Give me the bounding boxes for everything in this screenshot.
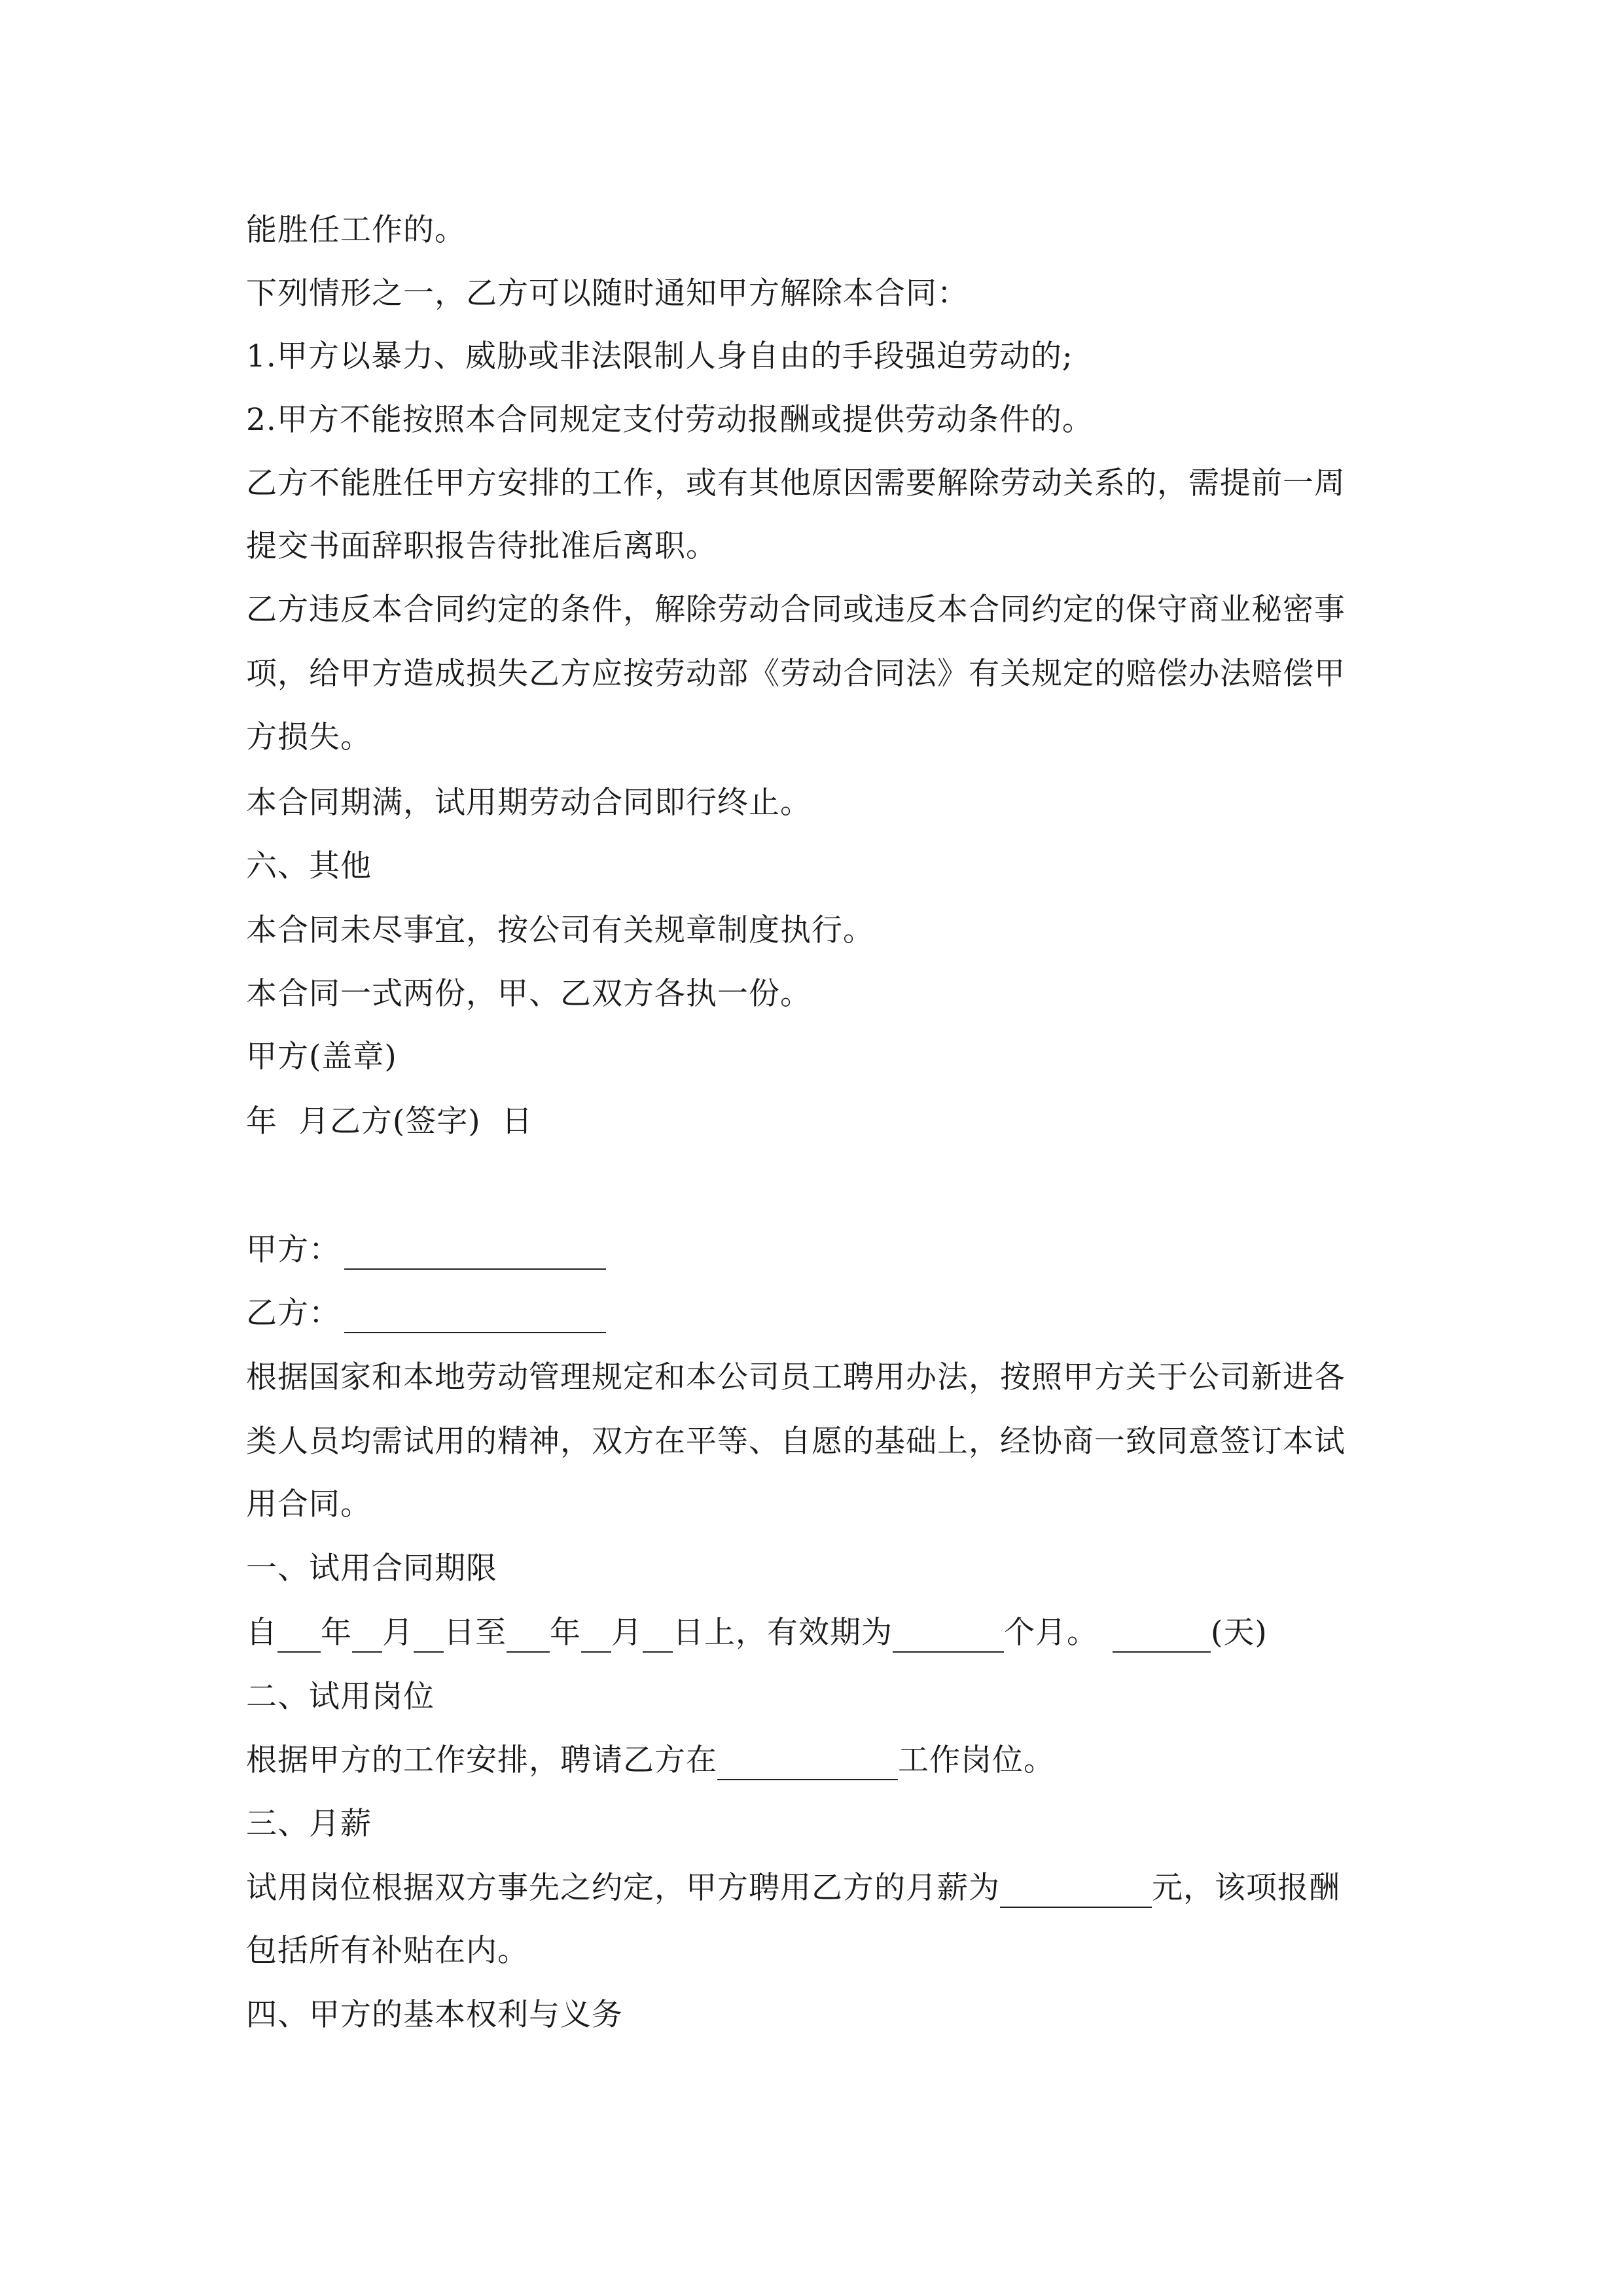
- end-month-field[interactable]: [581, 1623, 611, 1653]
- party-b-field[interactable]: [344, 1303, 606, 1333]
- text-line: 项，给甲方造成损失乙方应按劳动部《劳动合同法》有关规定的赔偿办法赔偿甲: [246, 656, 1346, 692]
- term-line: [246, 1613, 1268, 1653]
- year-text: 年: [321, 1615, 352, 1651]
- salary-line: [246, 1869, 1340, 1908]
- section-heading-rights: 四、甲方的基本权利与义务: [246, 1997, 623, 2033]
- post-line: [246, 1741, 1055, 1780]
- salary-text-after: 元，该项报酬: [1152, 1870, 1340, 1906]
- text-line: 本合同一式两份，甲、乙双方各执一份。: [246, 976, 812, 1012]
- salary-line-2: 包括所有补贴在内。: [246, 1933, 529, 1969]
- intro-line: 用合同。: [246, 1486, 372, 1522]
- start-day-field[interactable]: [414, 1623, 444, 1653]
- text-line: 乙方不能胜任甲方安排的工作，或有其他原因需要解除劳动关系的，需提前一周: [246, 465, 1346, 501]
- party-b-line: [246, 1294, 606, 1333]
- end-year-field[interactable]: [507, 1623, 550, 1653]
- months-text: 个月。: [1004, 1615, 1098, 1651]
- date-signature-line: 年 月乙方(签字) 日: [246, 1103, 533, 1139]
- text-line: 方损失。: [246, 719, 372, 755]
- party-b-label: 乙方：: [246, 1295, 340, 1331]
- month-text: 月: [382, 1615, 414, 1651]
- day-end-text: 日上，有效期为: [673, 1615, 893, 1651]
- section-heading-post: 二、试用岗位: [246, 1679, 435, 1715]
- day-to-text: 日至: [444, 1615, 507, 1651]
- text-line: 1.甲方以暴力、威胁或非法限制人身自由的手段强迫劳动的;: [246, 338, 1073, 374]
- text-line: 下列情形之一，乙方可以随时通知甲方解除本合同：: [246, 276, 969, 312]
- text-line: 2.甲方不能按照本合同规定支付劳动报酬或提供劳动条件的。: [246, 402, 1094, 438]
- party-a-line: [246, 1230, 606, 1270]
- text-line: 能胜任工作的。: [246, 212, 466, 248]
- month-text: 月: [611, 1615, 643, 1651]
- term-from-text: 自: [246, 1615, 277, 1651]
- salary-text-before: 试用岗位根据双方事先之约定，甲方聘用乙方的月薪为: [246, 1870, 1000, 1906]
- days-text: (天): [1211, 1615, 1268, 1651]
- text-line: 本合同期满，试用期劳动合同即行终止。: [246, 785, 812, 821]
- months-count-field[interactable]: [893, 1623, 1004, 1653]
- end-day-field[interactable]: [643, 1623, 673, 1653]
- post-field[interactable]: [717, 1750, 898, 1780]
- party-a-seal-line: 甲方(盖章): [246, 1039, 397, 1075]
- post-text-after: 工作岗位。: [898, 1742, 1055, 1778]
- start-year-field[interactable]: [277, 1623, 321, 1653]
- intro-line: 根据国家和本地劳动管理规定和本公司员工聘用办法，按照甲方关于公司新进各: [246, 1359, 1346, 1395]
- start-month-field[interactable]: [352, 1623, 382, 1653]
- section-heading-salary: 三、月薪: [246, 1806, 372, 1842]
- party-a-field[interactable]: [344, 1240, 606, 1270]
- text-line: 乙方违反本合同约定的条件，解除劳动合同或违反本合同约定的保守商业秘密事: [246, 592, 1346, 628]
- salary-field[interactable]: [1000, 1878, 1152, 1908]
- text-line: 本合同未尽事宜，按公司有关规章制度执行。: [246, 912, 874, 948]
- post-text-before: 根据甲方的工作安排，聘请乙方在: [246, 1742, 717, 1778]
- days-count-field[interactable]: [1113, 1623, 1211, 1653]
- section-heading-term: 一、试用合同期限: [246, 1551, 497, 1587]
- year-text: 年: [550, 1615, 581, 1651]
- text-line: 提交书面辞职报告待批准后离职。: [246, 528, 717, 564]
- section-heading: 六、其他: [246, 848, 372, 884]
- intro-line: 类人员均需试用的精神，双方在平等、自愿的基础上，经协商一致同意签订本试: [246, 1424, 1346, 1460]
- party-a-label: 甲方：: [246, 1232, 340, 1268]
